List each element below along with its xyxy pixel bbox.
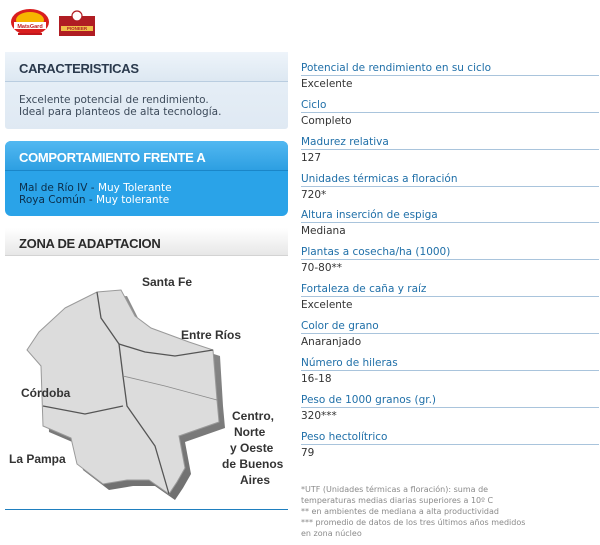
spec-value: Excelente xyxy=(301,299,353,311)
comportamiento-title: COMPORTAMIENTO FRENTE A xyxy=(5,141,288,171)
disease-name: Mal de Río IV - xyxy=(19,182,98,194)
matsgard-logo xyxy=(10,8,50,38)
spec-value: 70-80** xyxy=(301,262,343,274)
caracteristicas-title: CARACTERISTICAS xyxy=(5,52,288,82)
spec-label: Plantas a cosecha/ha (1000) xyxy=(301,246,599,260)
svg-text:PIONEER: PIONEER xyxy=(66,26,88,31)
spec-label: Madurez relativa xyxy=(301,136,599,150)
disease-rating: Muy Tolerante xyxy=(97,182,172,194)
adaptation-map xyxy=(5,256,288,508)
region-buenos-aires-5: Aires xyxy=(240,473,271,487)
spec-label: Número de hileras xyxy=(301,357,599,371)
spec-label: Ciclo xyxy=(301,99,599,113)
spec-item xyxy=(301,173,599,201)
disease-item xyxy=(19,194,288,206)
footnote-line: en zona núcleo xyxy=(301,529,362,538)
spec-item xyxy=(301,357,599,385)
caracteristicas-text xyxy=(5,82,288,118)
spec-value: 79 xyxy=(301,447,315,459)
svg-text:MatsGard: MatsGard xyxy=(17,24,43,30)
footnote-line: *UTF (Unidades térmicas a floración): suma de xyxy=(301,485,489,494)
spec-value: Excelente xyxy=(301,78,353,90)
spec-value: 127 xyxy=(301,152,322,164)
footnote-line: ** en ambientes de mediana a alta productividad xyxy=(301,507,499,516)
spec-label: Potencial de rendimiento en su ciclo xyxy=(301,62,599,76)
spec-value: 720* xyxy=(301,189,327,201)
region-entre-rios: Entre Ríos xyxy=(181,328,242,342)
disease-name: Roya Común - xyxy=(19,194,96,206)
spec-label: Peso de 1000 granos (gr.) xyxy=(301,394,599,408)
caracteristicas-line-2: Ideal para planteos de alta tecnología. xyxy=(19,106,222,118)
spec-value: 16-18 xyxy=(301,373,332,385)
region-la-pampa: La Pampa xyxy=(9,452,66,466)
zona-bottom-divider xyxy=(5,509,288,510)
caracteristicas-panel xyxy=(5,52,288,129)
region-buenos-aires-3: y Oeste xyxy=(230,441,274,455)
region-buenos-aires-2: Norte xyxy=(234,425,266,439)
comportamiento-panel xyxy=(5,141,288,216)
spec-item xyxy=(301,320,599,348)
region-buenos-aires-4: de Buenos xyxy=(222,457,284,471)
spec-item xyxy=(301,394,599,422)
region-cordoba: Córdoba xyxy=(21,386,71,400)
spec-item xyxy=(301,283,599,311)
zona-title: ZONA DE ADAPTACION xyxy=(5,228,288,256)
spec-label: Peso hectolítrico xyxy=(301,431,599,445)
spec-label: Altura inserción de espiga xyxy=(301,209,599,223)
disease-rating: Muy tolerante xyxy=(96,194,170,206)
zona-panel xyxy=(5,228,288,510)
spec-item xyxy=(301,99,599,127)
pioneer-logo xyxy=(58,10,96,38)
footnotes xyxy=(301,484,561,539)
spec-value: 320*** xyxy=(301,410,337,422)
region-buenos-aires-1: Centro, xyxy=(232,409,274,423)
spec-value: Completo xyxy=(301,115,352,127)
spec-value: Mediana xyxy=(301,225,346,237)
comportamiento-list xyxy=(5,171,288,206)
spec-item xyxy=(301,136,599,164)
disease-item xyxy=(19,182,288,194)
spec-item xyxy=(301,62,599,90)
spec-label: Unidades térmicas a floración xyxy=(301,173,599,187)
caracteristicas-line-1: Excelente potencial de rendimiento. xyxy=(19,94,209,106)
footnote-line: *** promedio de datos de los tres últimos años medidos xyxy=(301,518,526,527)
spec-value: Anaranjado xyxy=(301,336,362,348)
spec-item xyxy=(301,246,599,274)
spec-item xyxy=(301,431,599,459)
spec-item xyxy=(301,209,599,237)
spec-label: Color de grano xyxy=(301,320,599,334)
spec-label: Fortaleza de caña y raíz xyxy=(301,283,599,297)
footnote-line: temperaturas medias diarias superiores a 10º C xyxy=(301,496,494,505)
region-santa-fe: Santa Fe xyxy=(142,275,193,289)
